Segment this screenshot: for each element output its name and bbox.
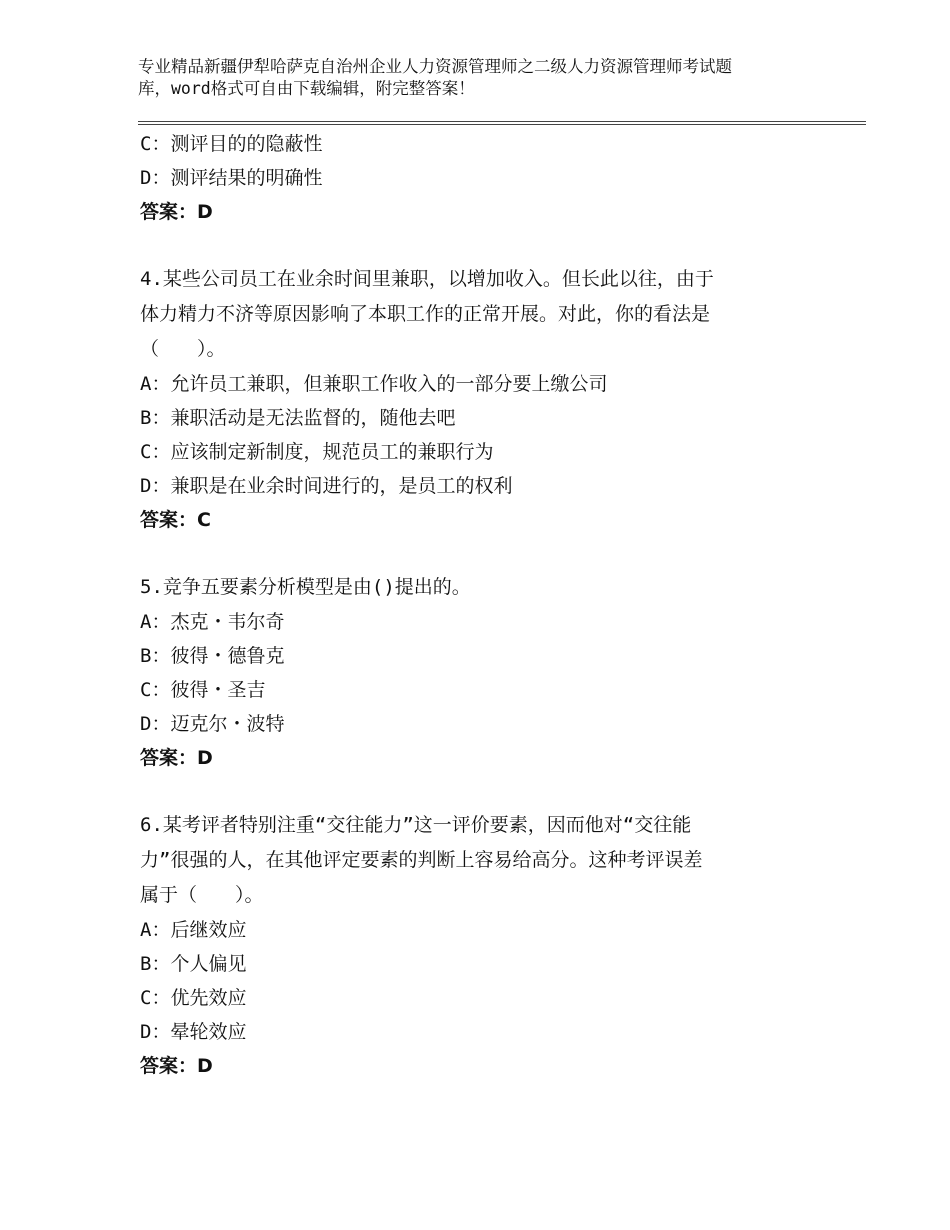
option-d: D：迈克尔・波特 — [140, 713, 285, 735]
answer-label: 答案：D — [140, 1055, 213, 1077]
question-block-5 — [140, 570, 840, 775]
option-b: B：彼得・德鲁克 — [140, 645, 285, 667]
option-d: D：晕轮效应 — [140, 1021, 247, 1043]
header-line-2: 库，word格式可自由下载编辑，附完整答案！ — [138, 79, 475, 98]
question-block-4 — [140, 262, 840, 537]
option-d: D：兼职是在业余时间进行的，是员工的权利 — [140, 475, 513, 497]
answer-label: 答案：D — [140, 201, 213, 223]
question-text: 力”很强的人，在其他评定要素的判断上容易给高分。这种考评误差 — [140, 849, 703, 871]
option-c: C：应该制定新制度，规范员工的兼职行为 — [140, 441, 494, 463]
question-list — [140, 127, 840, 1083]
option-d: D：测评结果的明确性 — [140, 167, 323, 189]
option-c: C：优先效应 — [140, 987, 247, 1009]
question-block-3 — [140, 127, 840, 229]
question-block-6 — [140, 808, 840, 1083]
question-text: 属于（ ）。 — [140, 884, 264, 906]
question-text: 体力精力不济等原因影响了本职工作的正常开展。对此，你的看法是 — [140, 303, 711, 325]
header-line-1: 专业精品新疆伊犁哈萨克自治州企业人力资源管理师之二级人力资源管理师考试题 — [138, 57, 732, 76]
question-text: 4.某些公司员工在业余时间里兼职，以增加收入。但长此以往，由于 — [140, 268, 714, 290]
document-header — [138, 56, 828, 100]
question-text: 6.某考评者特别注重“交往能力”这一评价要素，因而他对“交往能 — [140, 814, 692, 836]
option-a: A：允许员工兼职，但兼职工作收入的一部分要上缴公司 — [140, 373, 608, 395]
option-a: A：后继效应 — [140, 919, 247, 941]
answer-label: 答案：D — [140, 747, 213, 769]
answer-label: 答案：C — [140, 509, 211, 531]
question-text: 5.竞争五要素分析模型是由()提出的。 — [140, 576, 471, 598]
option-b: B：个人偏见 — [140, 953, 247, 975]
option-c: C：彼得・圣吉 — [140, 679, 266, 701]
option-c: C：测评目的的隐蔽性 — [140, 133, 323, 155]
option-b: B：兼职活动是无法监督的，随他去吧 — [140, 407, 456, 429]
option-a: A：杰克・韦尔奇 — [140, 611, 285, 633]
header-divider-bottom — [138, 124, 866, 125]
question-text: （ ）。 — [140, 338, 226, 360]
header-divider-top — [138, 121, 866, 122]
